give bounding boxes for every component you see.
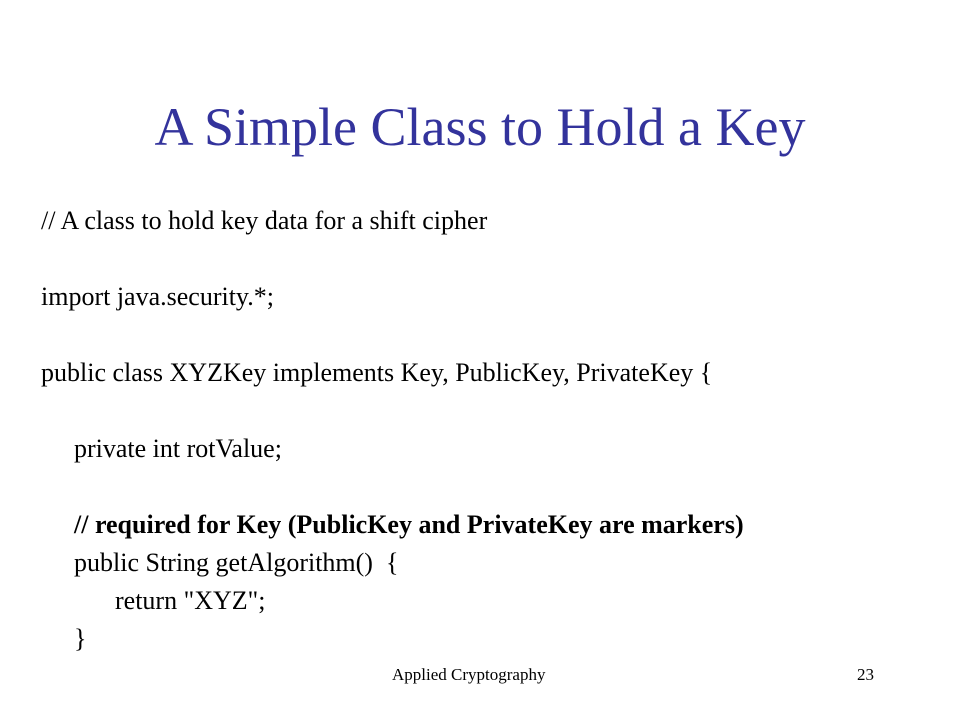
code-return-line: return "XYZ"; [115, 586, 266, 615]
code-import-line: import java.security.*; [41, 282, 274, 311]
footer-course-title: Applied Cryptography [392, 665, 546, 684]
code-class-declaration-line: public class XYZKey implements Key, PublicKey, PrivateKey { [41, 358, 713, 387]
code-bold-comment-line: // required for Key (PublicKey and PrivateKey are markers) [74, 510, 744, 539]
slide-title: A Simple Class to Hold a Key [154, 97, 806, 157]
code-comment-line: // A class to hold key data for a shift cipher [41, 206, 488, 235]
code-closing-brace-line: } [74, 624, 87, 653]
code-field-line: private int rotValue; [74, 434, 282, 463]
code-method-signature-line: public String getAlgorithm() { [74, 548, 399, 577]
footer-page-number: 23 [857, 665, 874, 684]
